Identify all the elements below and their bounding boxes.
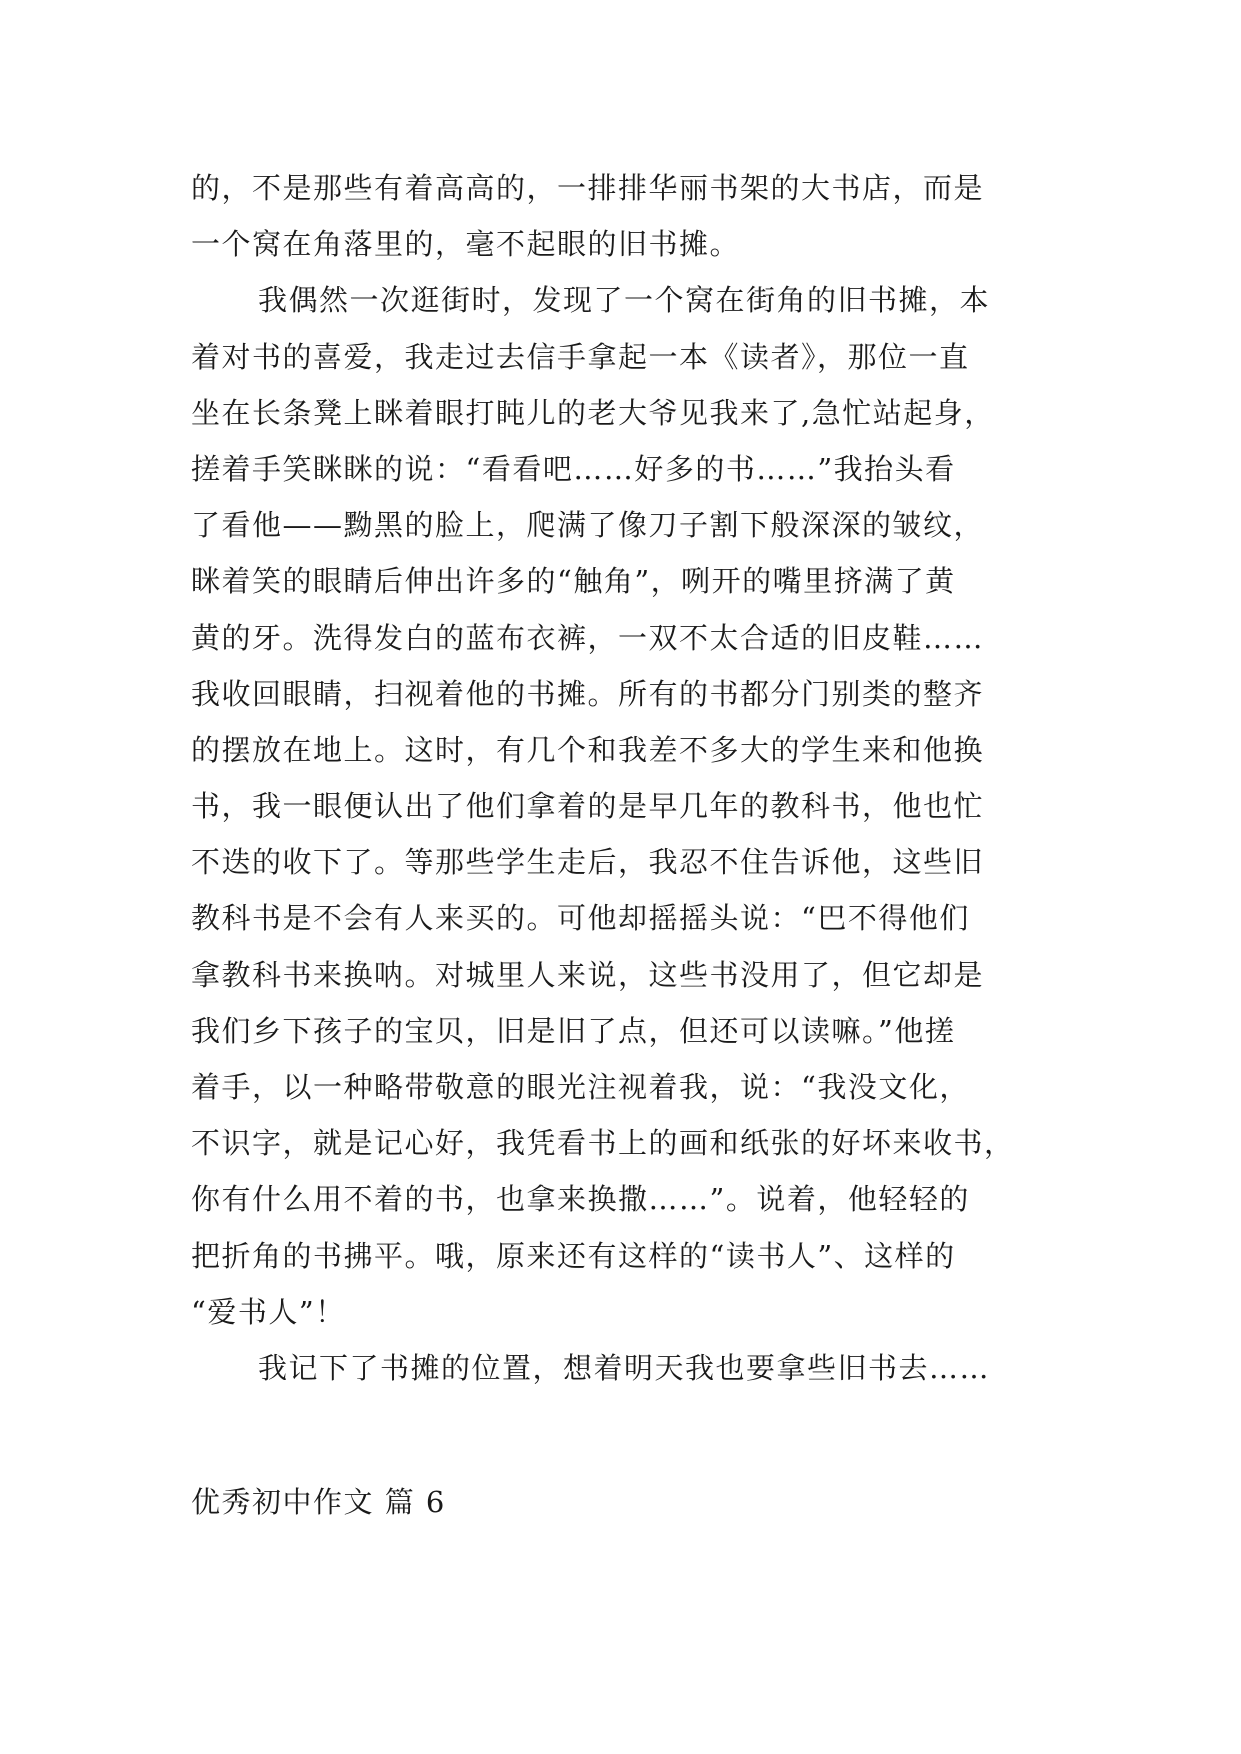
text-line: 黄的牙。洗得发白的蓝布衣裤，一双不太合适的旧皮鞋…… (191, 620, 985, 655)
text-line: 书，我一眼便认出了他们拿着的是早几年的教科书，他也忙 (191, 789, 985, 824)
text-line: 教科书是不会有人来买的。可他却摇摇头说：“巴不得他们 (191, 901, 970, 936)
text-line: 一个窝在角落里的，毫不起眼的旧书摊。 (191, 227, 741, 262)
text-line: 你有什么用不着的书，也拿来换撒……”。说着，他轻轻的 (191, 1182, 970, 1217)
text-line: 不识字，就是记心好，我凭看书上的画和纸张的好坏来收书， (191, 1126, 1015, 1161)
text-line: 着对书的喜爱，我走过去信手拿起一本《读者》，那位一直 (191, 339, 970, 374)
text-line: 坐在长条凳上眯着眼打盹儿的老大爷见我来了,急忙站起身， (191, 395, 995, 430)
text-line: 把折角的书拂平。哦，原来还有这样的“读书人”、这样的 (191, 1238, 956, 1273)
text-line: “爱书人”！ (191, 1294, 346, 1329)
text-line: 我收回眼睛，扫视着他的书摊。所有的书都分门别类的整齐 (191, 676, 985, 711)
paragraph-start-line: 我记下了书摊的位置，想着明天我也要拿些旧书去…… (258, 1350, 991, 1385)
text-line: 拿教科书来换呐。对城里人来说，这些书没用了，但它却是 (191, 957, 985, 992)
text-line: 的摆放在地上。这时，有几个和我差不多大的学生来和他换 (191, 732, 985, 767)
text-line: 了看他——黝黑的脸上，爬满了像刀子割下般深深的皱纹， (191, 508, 985, 543)
text-line: 着手，以一种略带敬意的眼光注视着我，说：“我没文化， (191, 1070, 970, 1104)
text-line: 我们乡下孩子的宝贝，旧是旧了点，但还可以读嘛。”他搓 (191, 1013, 956, 1048)
text-line: 眯着笑的眼睛后伸出许多的“触角”，咧开的嘴里挤满了黄 (191, 564, 956, 599)
text-line: 的，不是那些有着高高的，一排排华丽书架的大书店，而是 (191, 171, 985, 205)
text-line: 不迭的收下了。等那些学生走后，我忍不住告诉他，这些旧 (191, 845, 985, 880)
essay-body (191, 160, 1071, 1396)
section-title: 优秀初中作文 篇 6 (191, 1485, 446, 1519)
paragraph-start-line: 我偶然一次逛街时，发现了一个窝在街角的旧书摊，本 (258, 283, 991, 318)
text-line: 搓着手笑眯眯的说：“看看吧……好多的书……”我抬头看 (191, 451, 956, 486)
